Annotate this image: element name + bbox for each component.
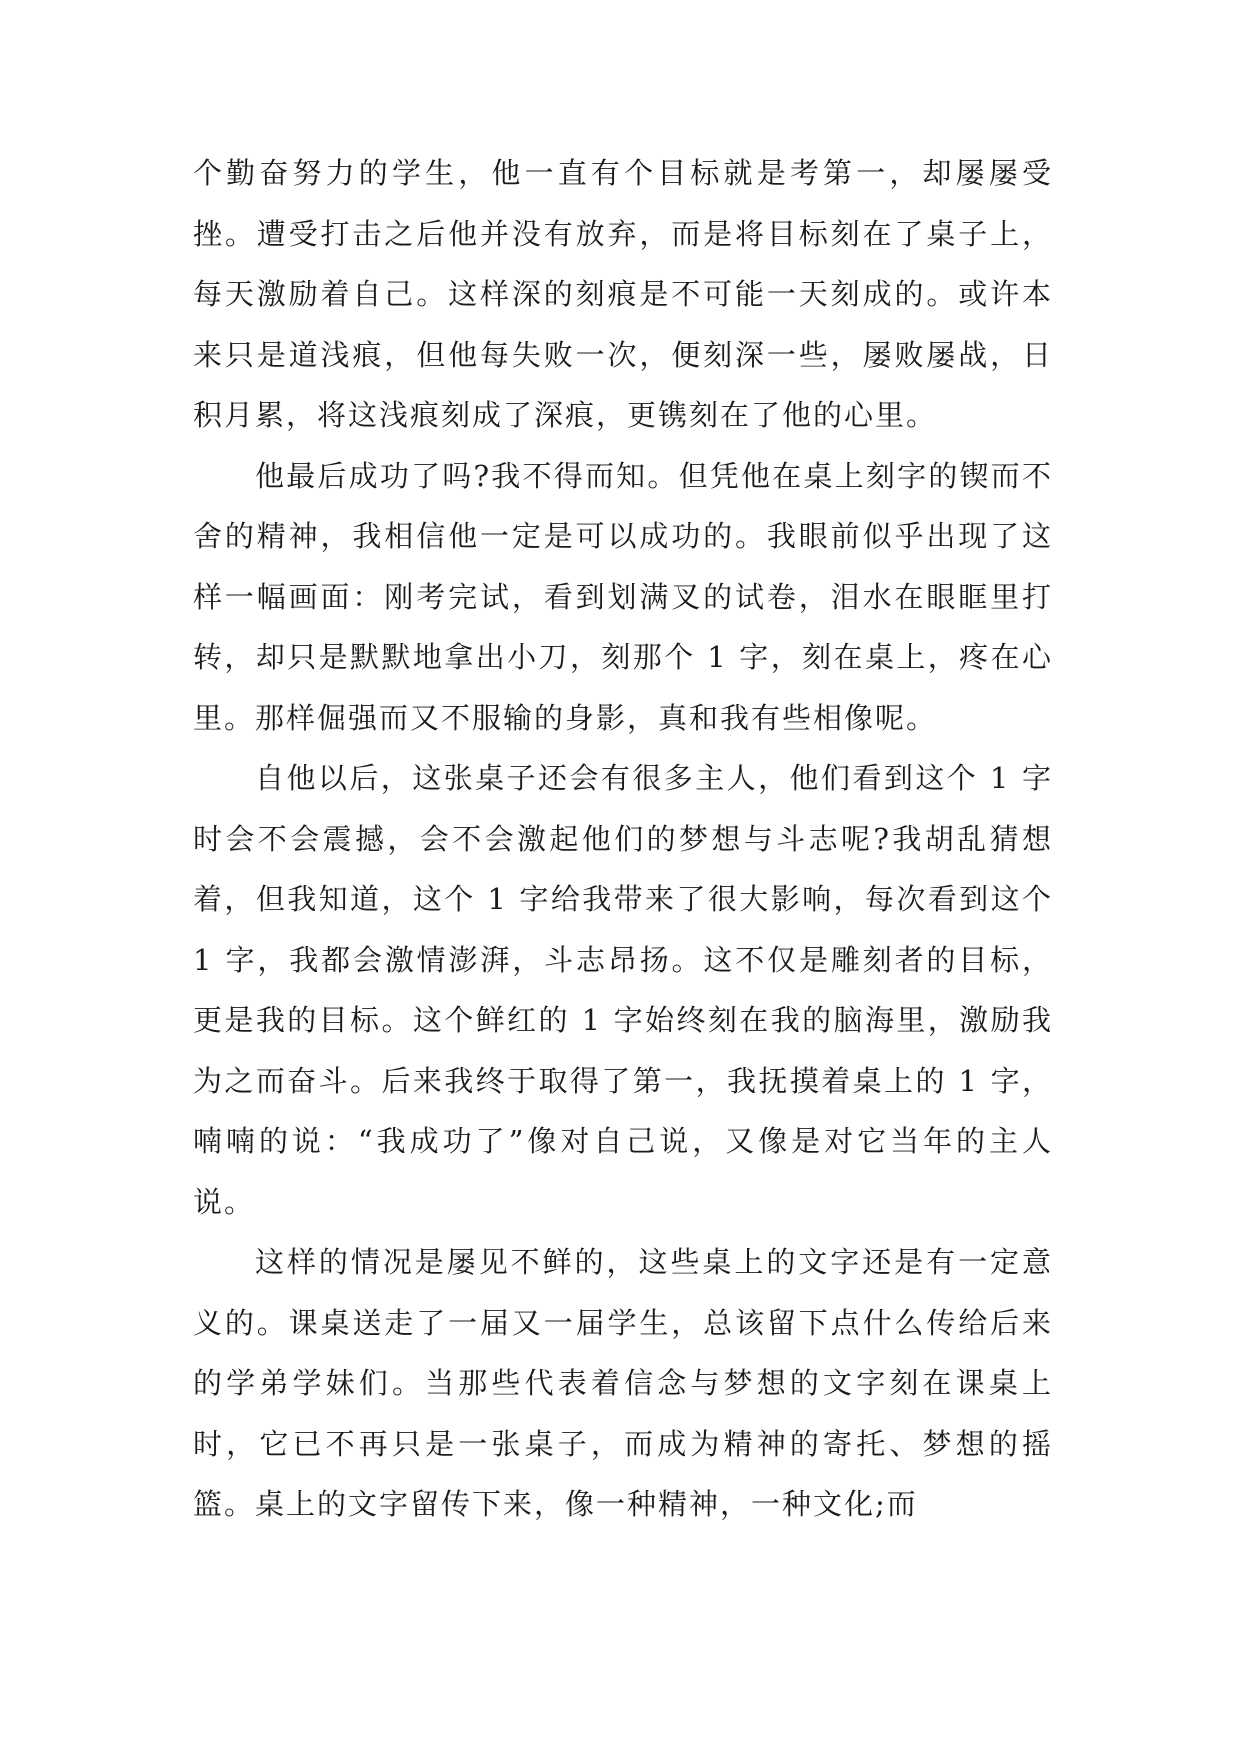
document-page bbox=[193, 143, 1053, 1535]
paragraph-3: 自他以后，这张桌子还会有很多主人，他们看到这个 1 字时会不会震撼，会不会激起他们的梦想与斗志呢?我胡乱猜想着，但我知道，这个 1 字给我带来了很大影响，每次看到这个 1 字，我都会激情澎湃，斗志昂扬。这不仅是雕刻者的目标，更是我的目标。这个鲜红的 1 字始终刻在我的脑海里，激励我为之而奋斗。后来我终于取得了第一，我抚摸着桌上的 1 字，喃喃的说：“我成功了”像对自己说，又像是对它当年的主人说。 bbox=[193, 761, 1053, 1219]
paragraph-2: 他最后成功了吗?我不得而知。但凭他在桌上刻字的锲而不舍的精神，我相信他一定是可以成功的。我眼前似乎出现了这样一幅画面：刚考完试，看到划满叉的试卷，泪水在眼眶里打转，却只是默默地拿出小刀，刻那个 1 字，刻在桌上，疼在心里。那样倔强而又不服输的身影，真和我有些相像呢。 bbox=[193, 458, 1053, 735]
paragraph-4: 这样的情况是屡见不鲜的，这些桌上的文字还是有一定意义的。课桌送走了一届又一届学生，总该留下点什么传给后来的学弟学妹们。当那些代表着信念与梦想的文字刻在课桌上时，它已不再只是一张桌子，而成为精神的寄托、梦想的摇篮。桌上的文字留传下来，像一种精神，一种文化;而 bbox=[193, 1245, 1053, 1521]
paragraph-1: 个勤奋努力的学生，他一直有个目标就是考第一，却屡屡受挫。遭受打击之后他并没有放弃，而是将目标刻在了桌子上，每天激励着自己。这样深的刻痕是不可能一天刻成的。或许本来只是道浅痕，但他每失败一次，便刻深一些，屡败屡战，日积月累，将这浅痕刻成了深痕，更镌刻在了他的心里。 bbox=[193, 156, 1053, 432]
